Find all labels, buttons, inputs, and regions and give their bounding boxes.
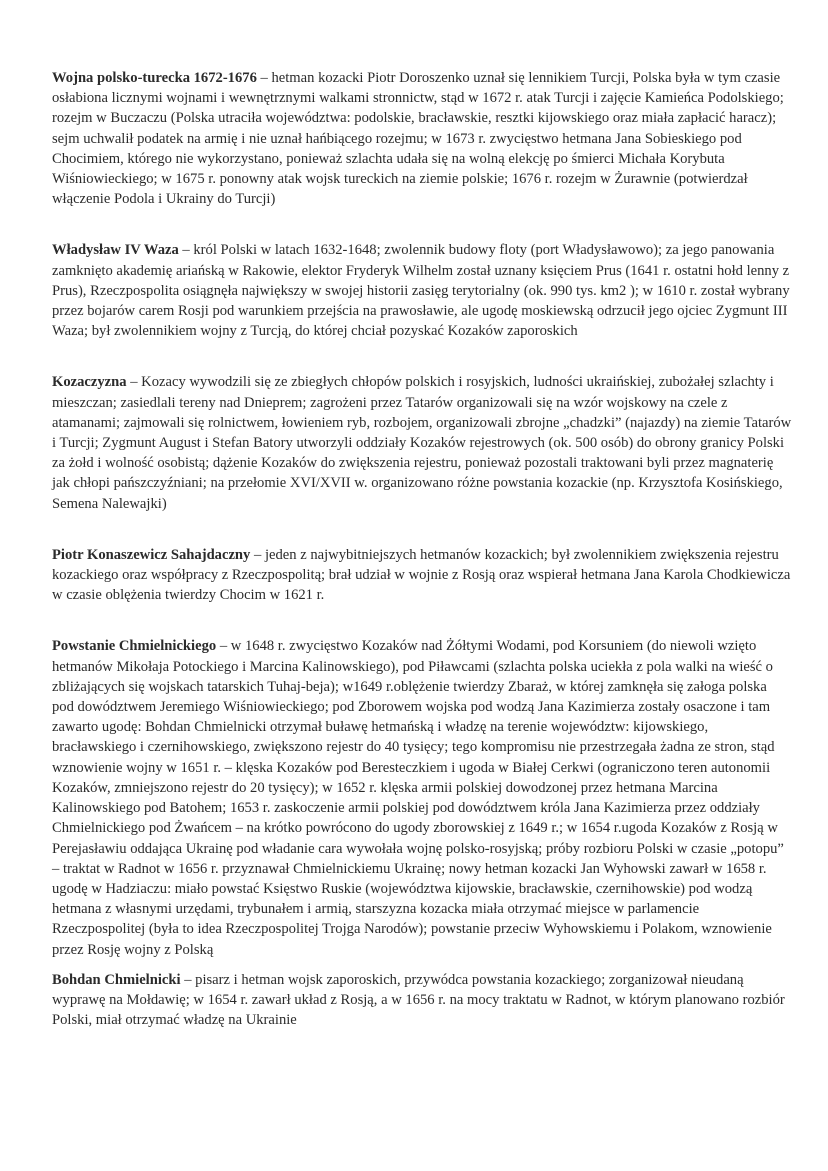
document-page (52, 68, 792, 1030)
entry-term: Powstanie Chmielnickiego (52, 638, 217, 655)
entry-text: – jeden z najwybitniejszych hetmanów kozackich; był zwolennikiem zwiększenia rejestru kozackiego oraz współpracy z Rzeczpospolitą; brał udział w wojnie z Rosją oraz wspierał hetmana Jana Karola Chodkiewicza w czasie oblężenia twierdzy Chocim w 1621 r. (52, 546, 791, 604)
entry-term: Piotr Konaszewicz Sahajdaczny (52, 546, 251, 563)
entry-text: – król Polski w latach 1632-1648; zwolennik budowy floty (port Władysławowo); za jego panowania zamknięto akademię ariańską w Rakowie, elektor Fryderyk Wilhelm został uznany księciem Prus (1641 r. ostatni hołd lenny z Prus), Rzeczpospolita osiągnęła największy w swojej historii zasięg terytorialny (ok. 990 tys. km2 ); w 1610 r. został wybrany przez bojarów carem Rosji pod warunkiem przejścia na prawosławie, ale ugodę moskiewską odrzucił jego ojciec Zygmunt III Waza; był zwolennikiem wojny z Turcją, do której chciał pozyskać Kozaków zaporoskich (52, 242, 790, 340)
entry-term: Władysław IV Waza (52, 242, 179, 259)
entry-wojna-polsko-turecka (52, 68, 792, 209)
entry-text: – Kozacy wywodzili się ze zbiegłych chłopów polskich i rosyjskich, ludności ukraińskiej, zubożałej szlachty i mieszczan; zasiedlali tereny nad Dnieprem; zagrożeni przez Tatarów organizowali się na wzór wojskowy na czele z atamanami; zajmowali się rolnictwem, łowieniem ryb, rozbojem, organizowali zbrojne „chadzki” (najazdy) na ziemie Tatarów i Turcji; Zygmunt August i Stefan Batory utworzyli oddziały Kozaków rejestrowych (ok. 500 osób) do obrony granicy Polski za żołd i wolność osobistą; dążenie Kozaków do zwiększenia rejestru, ponieważ pozostali traktowani byli przez magnaterię jak chłopi pańszczyźniani; na przełomie XVI/XVII w. organizowano różne powstania kozackie (np. Krzysztofa Kosińskiego, Semena Nalewajki) (52, 374, 792, 512)
entry-term: Bohdan Chmielnicki (52, 971, 181, 988)
entry-text: – pisarz i hetman wojsk zaporoskich, przywódca powstania kozackiego; zorganizował nieudaną wyprawę na Mołdawię; w 1654 r. zawarł układ z Rosją, a w 1656 r. na mocy traktatu w Radnot, w którym planowano rozbiór Polski, miał otrzymać władzę na Ukrainie (52, 971, 785, 1029)
entry-bohdan-chmielnicki (52, 970, 792, 1031)
entry-kozaczyzna (52, 372, 792, 513)
entry-wladyslaw-iv-waza (52, 240, 792, 341)
entry-term: Kozaczyzna (52, 374, 127, 391)
entry-piotr-konaszewicz-sahajdaczny (52, 545, 792, 606)
entry-text: – hetman kozacki Piotr Doroszenko uznał się lennikiem Turcji, Polska była w tym czasie osłabiona licznymi wojnami i wewnętrznymi walkami stronnictw, stąd w 1672 r. atak Turcji i zajęcie Kamieńca Podolskiego; rozejm w Buczaczu (Polska utraciła województwa: podolskie, bracławskie, resztki kijowskiego oraz miała zapłacić haracz); sejm uchwalił podatek na armię i nie uznał hańbiącego rozejmu; w 1673 r. zwycięstwo hetmana Jana Sobieskiego pod Chocimiem, którego nie wykorzystano, ponieważ szlachta udała się na wolną elekcję po śmierci Michała Korybuta Wiśniowieckiego; w 1675 r. ponowny atak wojsk tureckich na ziemie polskie; 1676 r. rozejm w Żurawnie (potwierdzał włączenie Podola i Ukrainy do Turcji) (52, 70, 784, 208)
entry-text: – w 1648 r. zwycięstwo Kozaków nad Żółtymi Wodami, pod Korsuniem (do niewoli wzięto hetmanów Mikołaja Potockiego i Marcina Kalinowskiego), pod Piławcami (szlachta polska uciekła z pola walki na wieść o zbliżających się wojskach tatarskich Tuhaj-beja); w1649 r.oblężenie twierdzy Zbaraż, w której zamknęła się załoga polska pod dowództwem Jeremiego Wiśniowieckiego; pod Zborowem wojska pod wodzą Jana Kazimierza zostały osaczone i tam zawarto ugodę: Bohdan Chmielnicki otrzymał buławę hetmańską i władzę na terenie województw: kijowskiego, bracławskiego i czernihowskiego, zwiększono rejestr do 40 tysięcy; tego kompromisu nie przestrzegała żadna ze stron, stąd wznowienie wojny w 1651 r. – klęska Kozaków pod Beresteczkiem i ugoda w Białej Cerkwi (ograniczono teren autonomii Kozaków, zmniejszono rejestr do 20 tysięcy); w 1652 r. klęska armii polskiej dowodzonej przez hetmana Marcina Kalinowskiego pod Batohem; 1653 r. zaskoczenie armii polskiej pod dowództwem króla Jana Kazimierza przez oddziały Chmielnickiego pod Żwańcem – na krótko powrócono do ugody zborowskiej z 1649 r.; w 1654 r.ugoda Kozaków z Rosją w Perejasławiu oddająca Ukrainę pod władanie cara wywołała wojnę polsko-rosyjską; próby rozbioru Polski w czasie „potopu” – traktat w Radnot w 1656 r. przyznawał Chmielnickiemu Ukrainę; nowy hetman kozacki Jan Wyhowski zawarł w 1658 r. ugodę w Hadziaczu: miało powstać Księstwo Ruskie (województwa kijowskie, bracławskie, czernihowskie) pod wodzą hetmana z własnymi urzędami, trybunałem i armią, starszyzna kozacka miała otrzymać miejsce w parlamencie Rzeczpospolitej (była to idea Rzeczpospolitej Trojga Narodów); powstanie przeciw Wyhowskiemu i Polakom, wznowienie przez Rosję wojny z Polską (52, 638, 784, 958)
entry-term: Wojna polsko-turecka 1672-1676 (52, 70, 257, 86)
entry-powstanie-chmielnickiego (52, 636, 792, 959)
